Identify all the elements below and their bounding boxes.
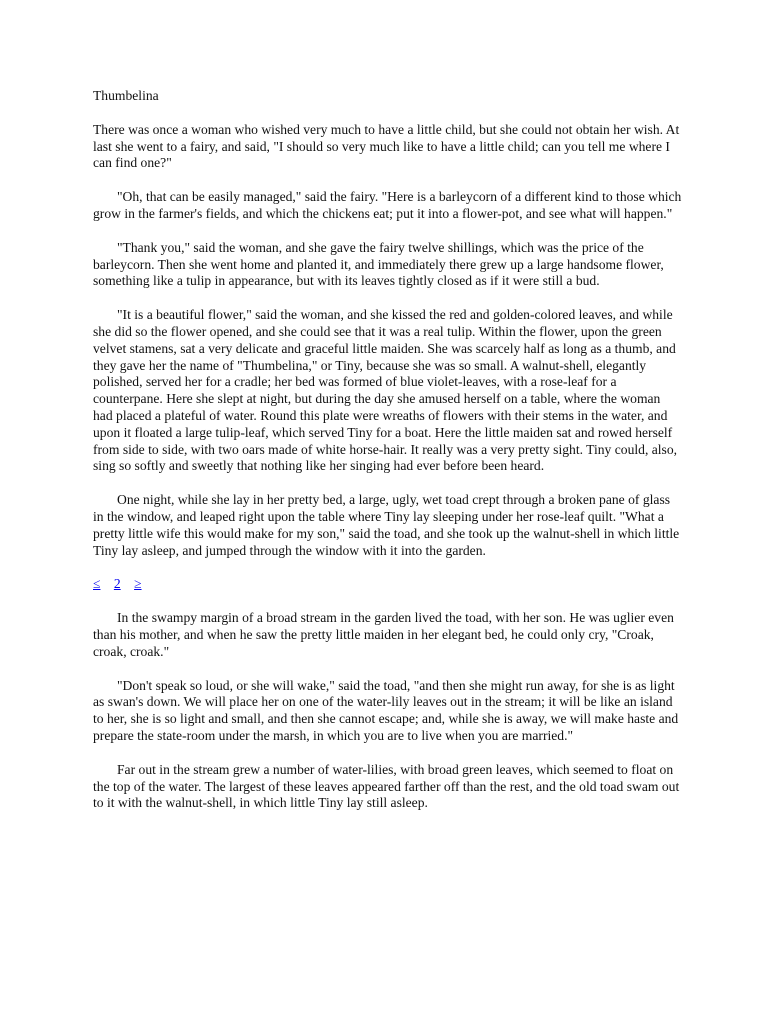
paragraph-5: One night, while she lay in her pretty bed, a large, ugly, wet toad crept through a broken pane of glass in the window, and leaped right upon the table where Tiny lay sleeping under her rose-leaf quilt. "What a pretty little wife this would make for my son," said the toad, and she took up the walnut-shell in which little Tiny lay asleep, and jumped through the window with it into the garden. — [93, 492, 680, 558]
paragraph-2: "Oh, that can be easily managed," said the fairy. "Here is a barleycorn of a different kind to those which grow in the farmer's fields, and which the chickens eat; put it into a flower-pot, and see what will happen." — [93, 189, 682, 221]
paragraph-1: There was once a woman who wished very much to have a little child, but she could not obtain her wish. At last she went to a fairy, and said, "I should so very much like to have a little child; can you tell me where I can find one?" — [93, 121, 680, 171]
paragraph-4: "It is a beautiful flower," said the woman, and she kissed the red and golden-colored leaves, and while she did so the flower opened, and she could see that it was a real tulip. Within the flower, upon the green velvet stamens, sat a very delicate and graceful little maiden. She was scarcely half as long as a thumb, and they gave her the name of "Thumbelina," or Tiny, because she was so small. A walnut-shell, elegantly polished, served her for a cradle; her bed was formed of blue violet-leaves, with a rose-leaf for a counterpane. Here she slept at night, but during the day she amused herself on a table, where the woman had placed a plateful of water. Round this plate were wreaths of flowers with their stems in the water, and upon it floated a large tulip-leaf, which served Tiny for a boat. Here the little maiden sat and rowed herself from side to side, with two oars made of white horse-hair. It really was a very pretty sight. Tiny could, also, sing so softly and sweetly that nothing like her singing had ever before been heard. — [93, 307, 678, 474]
page-navigation — [93, 576, 683, 593]
page-number-link[interactable]: 2 — [113, 576, 121, 592]
next-page-link[interactable]: ≥ — [134, 576, 142, 592]
previous-page-link[interactable]: ≤ — [93, 576, 101, 592]
paragraph-8: Far out in the stream grew a number of water-lilies, with broad green leaves, which seemed to float on the top of the water. The largest of these leaves appeared farther off than the rest, and the old toad swam out to it with the walnut-shell, in which little Tiny lay still asleep. — [93, 761, 680, 811]
document-page — [93, 88, 683, 829]
paragraph-7: "Don't speak so loud, or she will wake," said the toad, "and then she might run away, for she is as light as swan's down. We will place her on one of the water-lily leaves out in the stream; it will be like an island to her, she is so light and small, and then she cannot escape; and, while she is away, we will make haste and prepare the state-room under the marsh, in which you are to live when you are married." — [93, 677, 679, 743]
paragraph-3: "Thank you," said the woman, and she gave the fairy twelve shillings, which was the price of the barleycorn. Then she went home and planted it, and immediately there grew up a large handsome flower, something like a tulip in appearance, but with its leaves tightly closed as if it were still a bud. — [93, 239, 664, 289]
document-title: Thumbelina — [93, 88, 159, 103]
paragraph-6: In the swampy margin of a broad stream in the garden lived the toad, with her son. He was uglier even than his mother, and when he saw the pretty little maiden in her elegant bed, he could only cry, "Croak, croak, croak." — [93, 610, 674, 659]
